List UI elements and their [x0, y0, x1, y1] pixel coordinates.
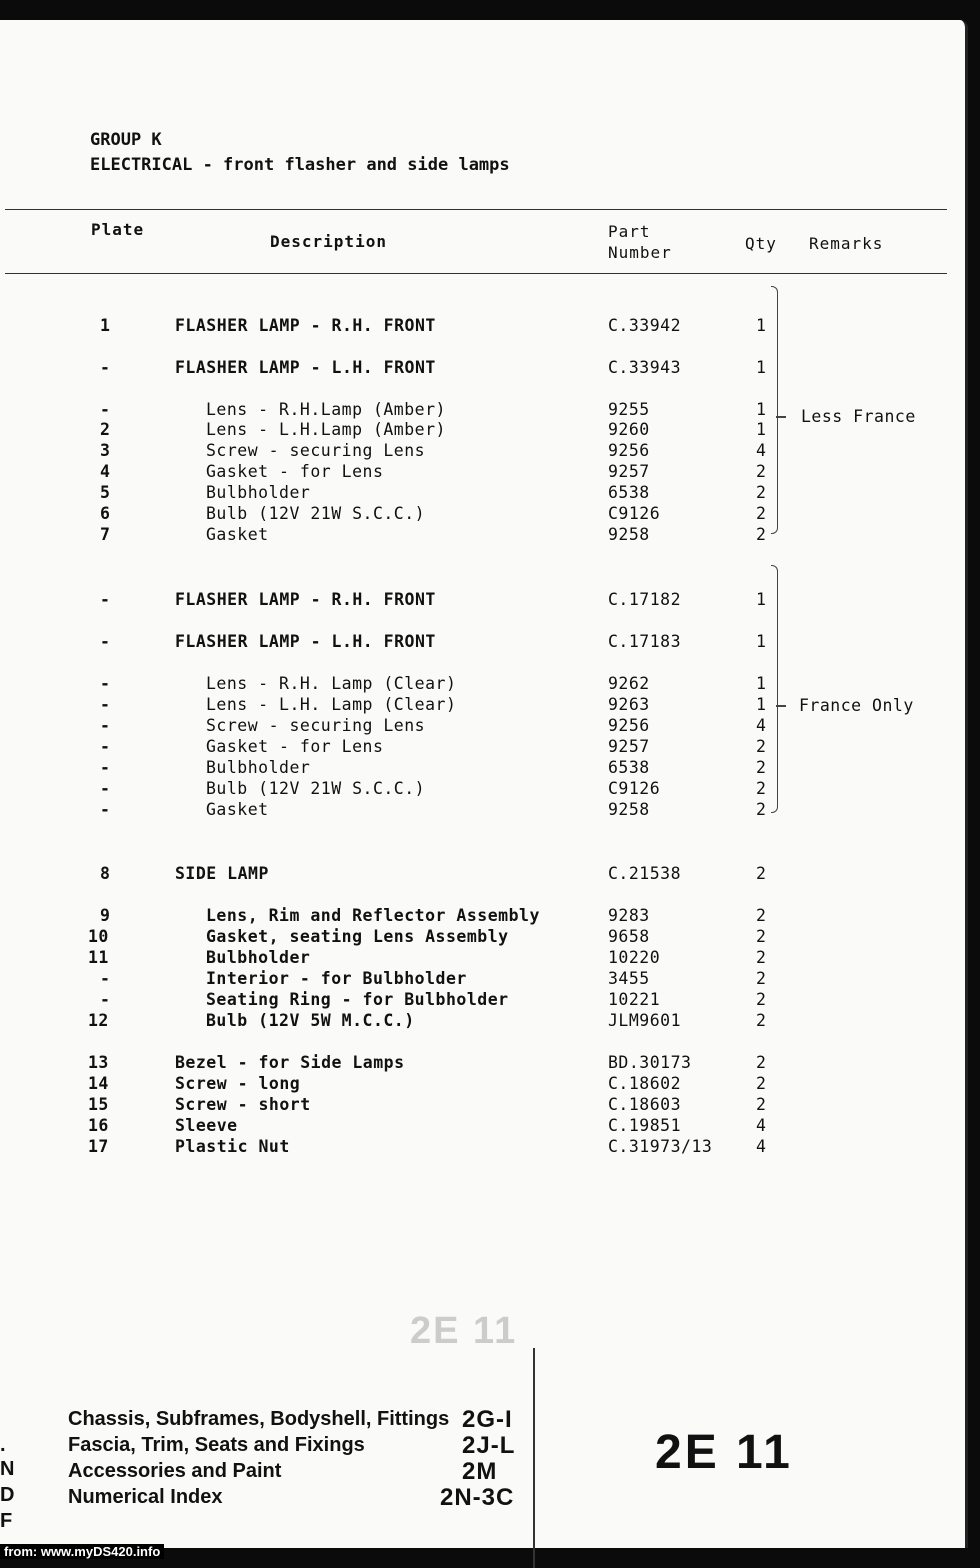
- row-description: Lens - L.H.Lamp (Amber): [206, 420, 446, 439]
- row-plate: 1: [100, 316, 111, 335]
- row-part-number: 9255: [608, 400, 650, 419]
- col-remarks: Remarks: [809, 234, 884, 253]
- footer-index: [0, 1348, 965, 1568]
- row-qty: 1: [756, 695, 767, 714]
- row-part-number: C.17183: [608, 632, 682, 651]
- side-letter-1: .: [0, 1434, 6, 1456]
- index-title-2: Fascia, Trim, Seats and Fixings: [68, 1434, 365, 1456]
- row-qty: 2: [756, 927, 767, 946]
- remark-france-only: France Only: [799, 696, 914, 715]
- row-description: Bulbholder: [206, 483, 311, 502]
- catalogue-page: [0, 20, 968, 1548]
- row-description: Screw - securing Lens: [206, 441, 426, 460]
- row-part-number: C9126: [608, 504, 661, 523]
- row-description: Lens - L.H. Lamp (Clear): [206, 695, 457, 714]
- row-plate: 7: [100, 525, 111, 544]
- row-plate: -: [100, 674, 111, 693]
- row-part-number: 9260: [608, 420, 650, 439]
- row-qty: 2: [756, 969, 767, 988]
- row-plate: -: [100, 969, 111, 988]
- row-plate: -: [100, 800, 111, 819]
- row-part-number: C.19851: [608, 1116, 682, 1135]
- row-qty: 2: [756, 1011, 767, 1030]
- row-part-number: 9256: [608, 716, 650, 735]
- row-plate: 8: [100, 864, 111, 883]
- row-plate: -: [100, 779, 111, 798]
- row-description: Gasket - for Lens: [206, 462, 384, 481]
- row-description: Bulb (12V 21W S.C.C.): [206, 504, 426, 523]
- row-plate: 11: [88, 948, 109, 967]
- row-part-number: 9262: [608, 674, 650, 693]
- row-plate: 17: [88, 1137, 109, 1156]
- header-top-rule: [5, 209, 947, 210]
- row-plate: -: [100, 758, 111, 777]
- row-description: Gasket: [206, 800, 269, 819]
- row-qty: 1: [756, 400, 767, 419]
- row-description: Gasket - for Lens: [206, 737, 384, 756]
- row-plate: -: [100, 358, 111, 377]
- row-qty: 1: [756, 316, 767, 335]
- row-description: Screw - securing Lens: [206, 716, 426, 735]
- row-qty: 1: [756, 358, 767, 377]
- row-description: Lens, Rim and Reflector Assembly: [206, 906, 540, 925]
- row-qty: 2: [756, 779, 767, 798]
- row-part-number: C.33943: [608, 358, 682, 377]
- row-description: Bezel - for Side Lamps: [175, 1053, 405, 1072]
- index-code-1: 2G-I: [462, 1406, 513, 1433]
- row-description: Gasket, seating Lens Assembly: [206, 927, 509, 946]
- row-part-number: 6538: [608, 483, 650, 502]
- brace-france-only: [771, 565, 778, 813]
- row-description: Screw - long: [175, 1074, 301, 1093]
- header-bottom-rule: [5, 273, 947, 274]
- row-part-number: C.33942: [608, 316, 682, 335]
- row-part-number: 9658: [608, 927, 650, 946]
- row-qty: 2: [756, 1053, 767, 1072]
- row-part-number: 9283: [608, 906, 650, 925]
- row-description: Bulbholder: [206, 948, 311, 967]
- row-part-number: C.18602: [608, 1074, 682, 1093]
- index-code-3: 2M: [462, 1458, 498, 1485]
- row-qty: 4: [756, 1137, 767, 1156]
- row-qty: 2: [756, 1095, 767, 1114]
- col-plate: Plate: [91, 220, 145, 239]
- row-part-number: 10221: [608, 990, 661, 1009]
- row-qty: 2: [756, 1074, 767, 1093]
- row-description: SIDE LAMP: [175, 864, 269, 883]
- row-description: Screw - short: [175, 1095, 311, 1114]
- row-plate: 5: [100, 483, 111, 502]
- row-part-number: C.18603: [608, 1095, 682, 1114]
- index-code-4: 2N-3C: [440, 1484, 515, 1511]
- row-qty: 4: [756, 441, 767, 460]
- row-description: FLASHER LAMP - R.H. FRONT: [175, 316, 436, 335]
- row-description: Seating Ring - for Bulbholder: [206, 990, 509, 1009]
- row-part-number: 9257: [608, 737, 650, 756]
- row-qty: 2: [756, 948, 767, 967]
- row-part-number: 9257: [608, 462, 650, 481]
- row-description: Plastic Nut: [175, 1137, 290, 1156]
- col-description: Description: [270, 232, 387, 251]
- remark-less-france: Less France: [801, 407, 916, 426]
- footer-divider: [533, 1348, 535, 1568]
- row-plate: 2: [100, 420, 111, 439]
- row-part-number: C.17182: [608, 590, 682, 609]
- row-description: Bulb (12V 21W S.C.C.): [206, 779, 426, 798]
- row-description: Lens - R.H.Lamp (Amber): [206, 400, 446, 419]
- index-title-4: Numerical Index: [68, 1486, 223, 1508]
- row-plate: 4: [100, 462, 111, 481]
- row-description: Lens - R.H. Lamp (Clear): [206, 674, 457, 693]
- row-qty: 2: [756, 462, 767, 481]
- row-qty: 2: [756, 504, 767, 523]
- row-qty: 2: [756, 758, 767, 777]
- row-description: Bulb (12V 5W M.C.C.): [206, 1011, 415, 1030]
- col-part-1: Part: [608, 222, 651, 241]
- row-plate: -: [100, 716, 111, 735]
- row-part-number: C9126: [608, 779, 661, 798]
- row-qty: 4: [756, 1116, 767, 1135]
- index-code-2: 2J-L: [462, 1432, 516, 1459]
- brace-less-france: [771, 286, 778, 534]
- row-part-number: 9258: [608, 525, 650, 544]
- row-part-number: 9256: [608, 441, 650, 460]
- row-part-number: 6538: [608, 758, 650, 777]
- row-plate: -: [100, 590, 111, 609]
- row-plate: -: [100, 632, 111, 651]
- row-qty: 1: [756, 632, 767, 651]
- row-description: FLASHER LAMP - L.H. FRONT: [175, 632, 436, 651]
- row-plate: 6: [100, 504, 111, 523]
- side-letter-3: D: [0, 1484, 15, 1506]
- brace-less-france-tip: [776, 416, 786, 418]
- row-plate: 15: [88, 1095, 109, 1114]
- row-description: FLASHER LAMP - R.H. FRONT: [175, 590, 436, 609]
- row-part-number: JLM9601: [608, 1011, 682, 1030]
- row-description: FLASHER LAMP - L.H. FRONT: [175, 358, 436, 377]
- side-letter-2: N: [0, 1458, 15, 1480]
- col-qty: Qty: [745, 234, 777, 253]
- faint-stamp: 2E 11: [410, 1310, 518, 1352]
- row-qty: 1: [756, 590, 767, 609]
- row-qty: 2: [756, 800, 767, 819]
- row-plate: 12: [88, 1011, 109, 1030]
- row-description: Sleeve: [175, 1116, 238, 1135]
- row-qty: 2: [756, 906, 767, 925]
- index-title-3: Accessories and Paint: [68, 1460, 282, 1482]
- row-part-number: C.31973/13: [608, 1137, 713, 1156]
- row-qty: 2: [756, 525, 767, 544]
- row-part-number: BD.30173: [608, 1053, 692, 1072]
- row-plate: 10: [88, 927, 109, 946]
- row-qty: 1: [756, 420, 767, 439]
- row-description: Bulbholder: [206, 758, 311, 777]
- row-qty: 1: [756, 674, 767, 693]
- index-title-1: Chassis, Subframes, Bodyshell, Fittings: [68, 1408, 450, 1430]
- row-plate: 3: [100, 441, 111, 460]
- row-plate: 16: [88, 1116, 109, 1135]
- page-code: 2E 11: [655, 1426, 793, 1479]
- brace-france-only-tip: [776, 705, 786, 707]
- row-part-number: 3455: [608, 969, 650, 988]
- row-part-number: 9263: [608, 695, 650, 714]
- row-plate: -: [100, 695, 111, 714]
- row-plate: -: [100, 737, 111, 756]
- row-part-number: 9258: [608, 800, 650, 819]
- row-part-number: C.21538: [608, 864, 682, 883]
- row-qty: 2: [756, 483, 767, 502]
- side-letter-4: F: [0, 1510, 13, 1532]
- row-qty: 2: [756, 737, 767, 756]
- col-part-2: Number: [608, 243, 672, 262]
- row-qty: 2: [756, 864, 767, 883]
- row-qty: 2: [756, 990, 767, 1009]
- row-plate: 13: [88, 1053, 109, 1072]
- row-description: Interior - for Bulbholder: [206, 969, 467, 988]
- source-url: from: www.myDS420.info: [0, 1544, 164, 1559]
- row-part-number: 10220: [608, 948, 661, 967]
- section-subtitle: ELECTRICAL - front flasher and side lamps: [90, 155, 510, 175]
- row-plate: -: [100, 990, 111, 1009]
- row-plate: 14: [88, 1074, 109, 1093]
- row-plate: 9: [100, 906, 111, 925]
- row-description: Gasket: [206, 525, 269, 544]
- row-plate: -: [100, 400, 111, 419]
- group-title: GROUP K: [90, 130, 162, 150]
- row-qty: 4: [756, 716, 767, 735]
